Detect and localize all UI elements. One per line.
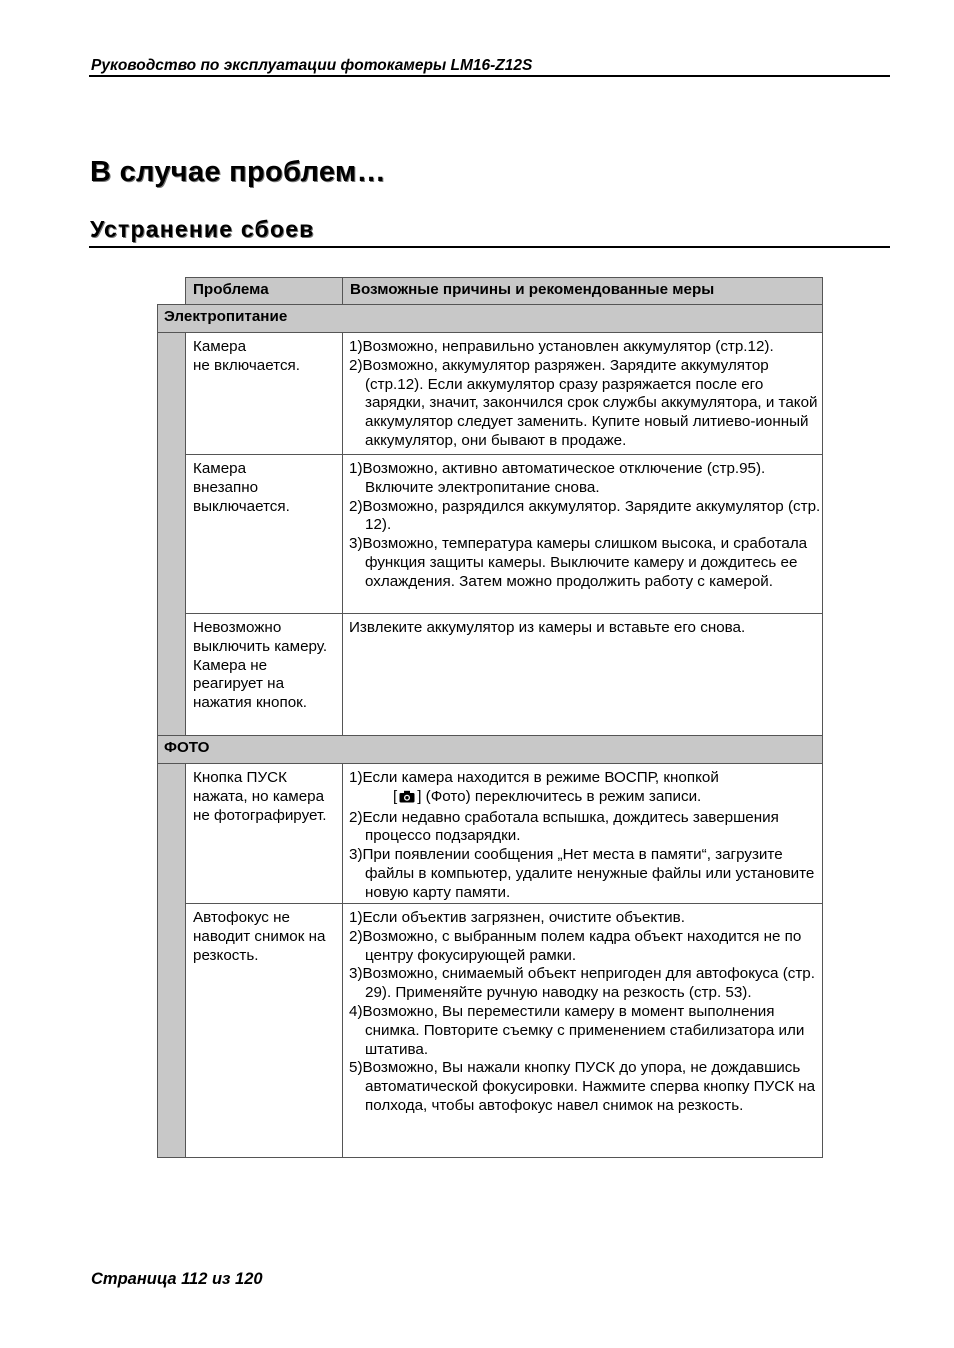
camera-icon <box>399 790 415 809</box>
section-row-power <box>158 305 823 333</box>
cause-item: 3)При появлении сообщения „Нет места в памяти“, загрузите файлы в компьютер, удалите ненужные файлы или установите новую карту памяти. <box>349 846 815 901</box>
section-heading: Устранение сбоев <box>90 216 315 242</box>
causes-cell <box>343 904 823 1158</box>
cause-item: 5)Возможно, Вы нажали кнопку ПУСК до упора, не дождавшись автоматической фокусировки. Нажмите сперва кнопку ПУСК на полхода, чтобы автофокус навел снимок на резкость. <box>349 1059 816 1114</box>
page-footer: Страница 112 из 120 <box>91 1270 263 1288</box>
column-header-problem: Проблема <box>186 278 343 305</box>
cause-item: 3)Возможно, температура камеры слишком высока, и сработала функция защиты камеры. Выключите камеру и дождитесь ее охлаждения. Затем можно продолжить работу с камерой. <box>349 535 808 590</box>
table-row <box>158 764 823 904</box>
column-header-causes: Возможные причины и рекомендованные меры <box>343 278 823 305</box>
table-row <box>158 455 823 614</box>
problem-cell: Автофокус не наводит снимок на резкость. <box>186 904 343 1158</box>
table-row <box>158 904 823 1158</box>
running-header: Руководство по эксплуатации фотокамеры LM16-Z12S <box>91 57 533 74</box>
section-row-photo <box>158 736 823 764</box>
problem-cell: Камера не включается. <box>186 333 343 455</box>
cause-item: 2)Возможно, с выбранным полем кадра объект находится не по центру фокусирующей рамки. <box>349 927 802 964</box>
cause-item: 2)Возможно, разрядился аккумулятор. Зарядите аккумулятор (стр. 12). <box>349 497 821 534</box>
cause-item: Извлеките аккумулятор из камеры и вставьте его снова. <box>349 619 746 636</box>
table-row <box>158 333 823 455</box>
cause-item: 2)Если недавно сработала вспышка, дождитесь завершения процессо подзарядки. <box>349 808 779 845</box>
section-title-photo: ФОТО <box>158 736 823 764</box>
heading-rule <box>89 246 890 248</box>
cause-item: 1)Возможно, активно автоматическое отключение (стр.95). Включите электропитание снова. <box>349 460 766 496</box>
section-gutter <box>158 333 186 736</box>
table-row <box>158 614 823 736</box>
causes-cell <box>343 764 823 904</box>
section-gutter <box>158 764 186 1158</box>
cause-item: 4)Возможно, Вы переместили камеру в момент выполнения снимка. Повторите съемку с применением стабилизатора или штатива. <box>349 1002 805 1058</box>
causes-cell <box>343 614 823 736</box>
troubleshooting-table <box>157 277 823 1158</box>
cause-item: 1)Возможно, неправильно установлен аккумулятор (стр.12). <box>349 338 774 355</box>
causes-cell <box>343 333 823 455</box>
cause-item: 2)Возможно, аккумулятор разряжен. Зарядите аккумулятор (стр.12). Если аккумулятор сразу разряжается после его зарядки, значит, закончился срок службы аккумулятора, и такой аккумулятор следует заменить. Купите новый литиево-ионный аккумулятор, они бывают в продаже. <box>349 356 818 449</box>
table-corner <box>158 278 186 305</box>
header-rule <box>89 75 890 77</box>
causes-cell <box>343 455 823 614</box>
page-title: В случае проблем… <box>90 156 386 188</box>
cause-item: 1)Если объектив загрязнен, очистите объектив. <box>349 909 685 926</box>
section-title-power: Электропитание <box>158 305 823 333</box>
problem-cell: Кнопка ПУСК нажата, но камера не фотографирует. <box>186 764 343 904</box>
problem-cell: Невозможно выключить камеру. Камера не реагирует на нажатия кнопок. <box>186 614 343 736</box>
cause-item: 3)Возможно, снимаемый объект непригоден для автофокуса (стр. 29). Применяйте ручную наводку на резкость (стр. 53). <box>349 965 815 1002</box>
table-header-row <box>158 278 823 305</box>
problem-cell: Камера внезапно выключается. <box>186 455 343 614</box>
cause-item: 1)Если камера находится в режиме ВОСПР, кнопкой [ ] (Фото) переключитесь в режим записи. <box>349 769 822 809</box>
